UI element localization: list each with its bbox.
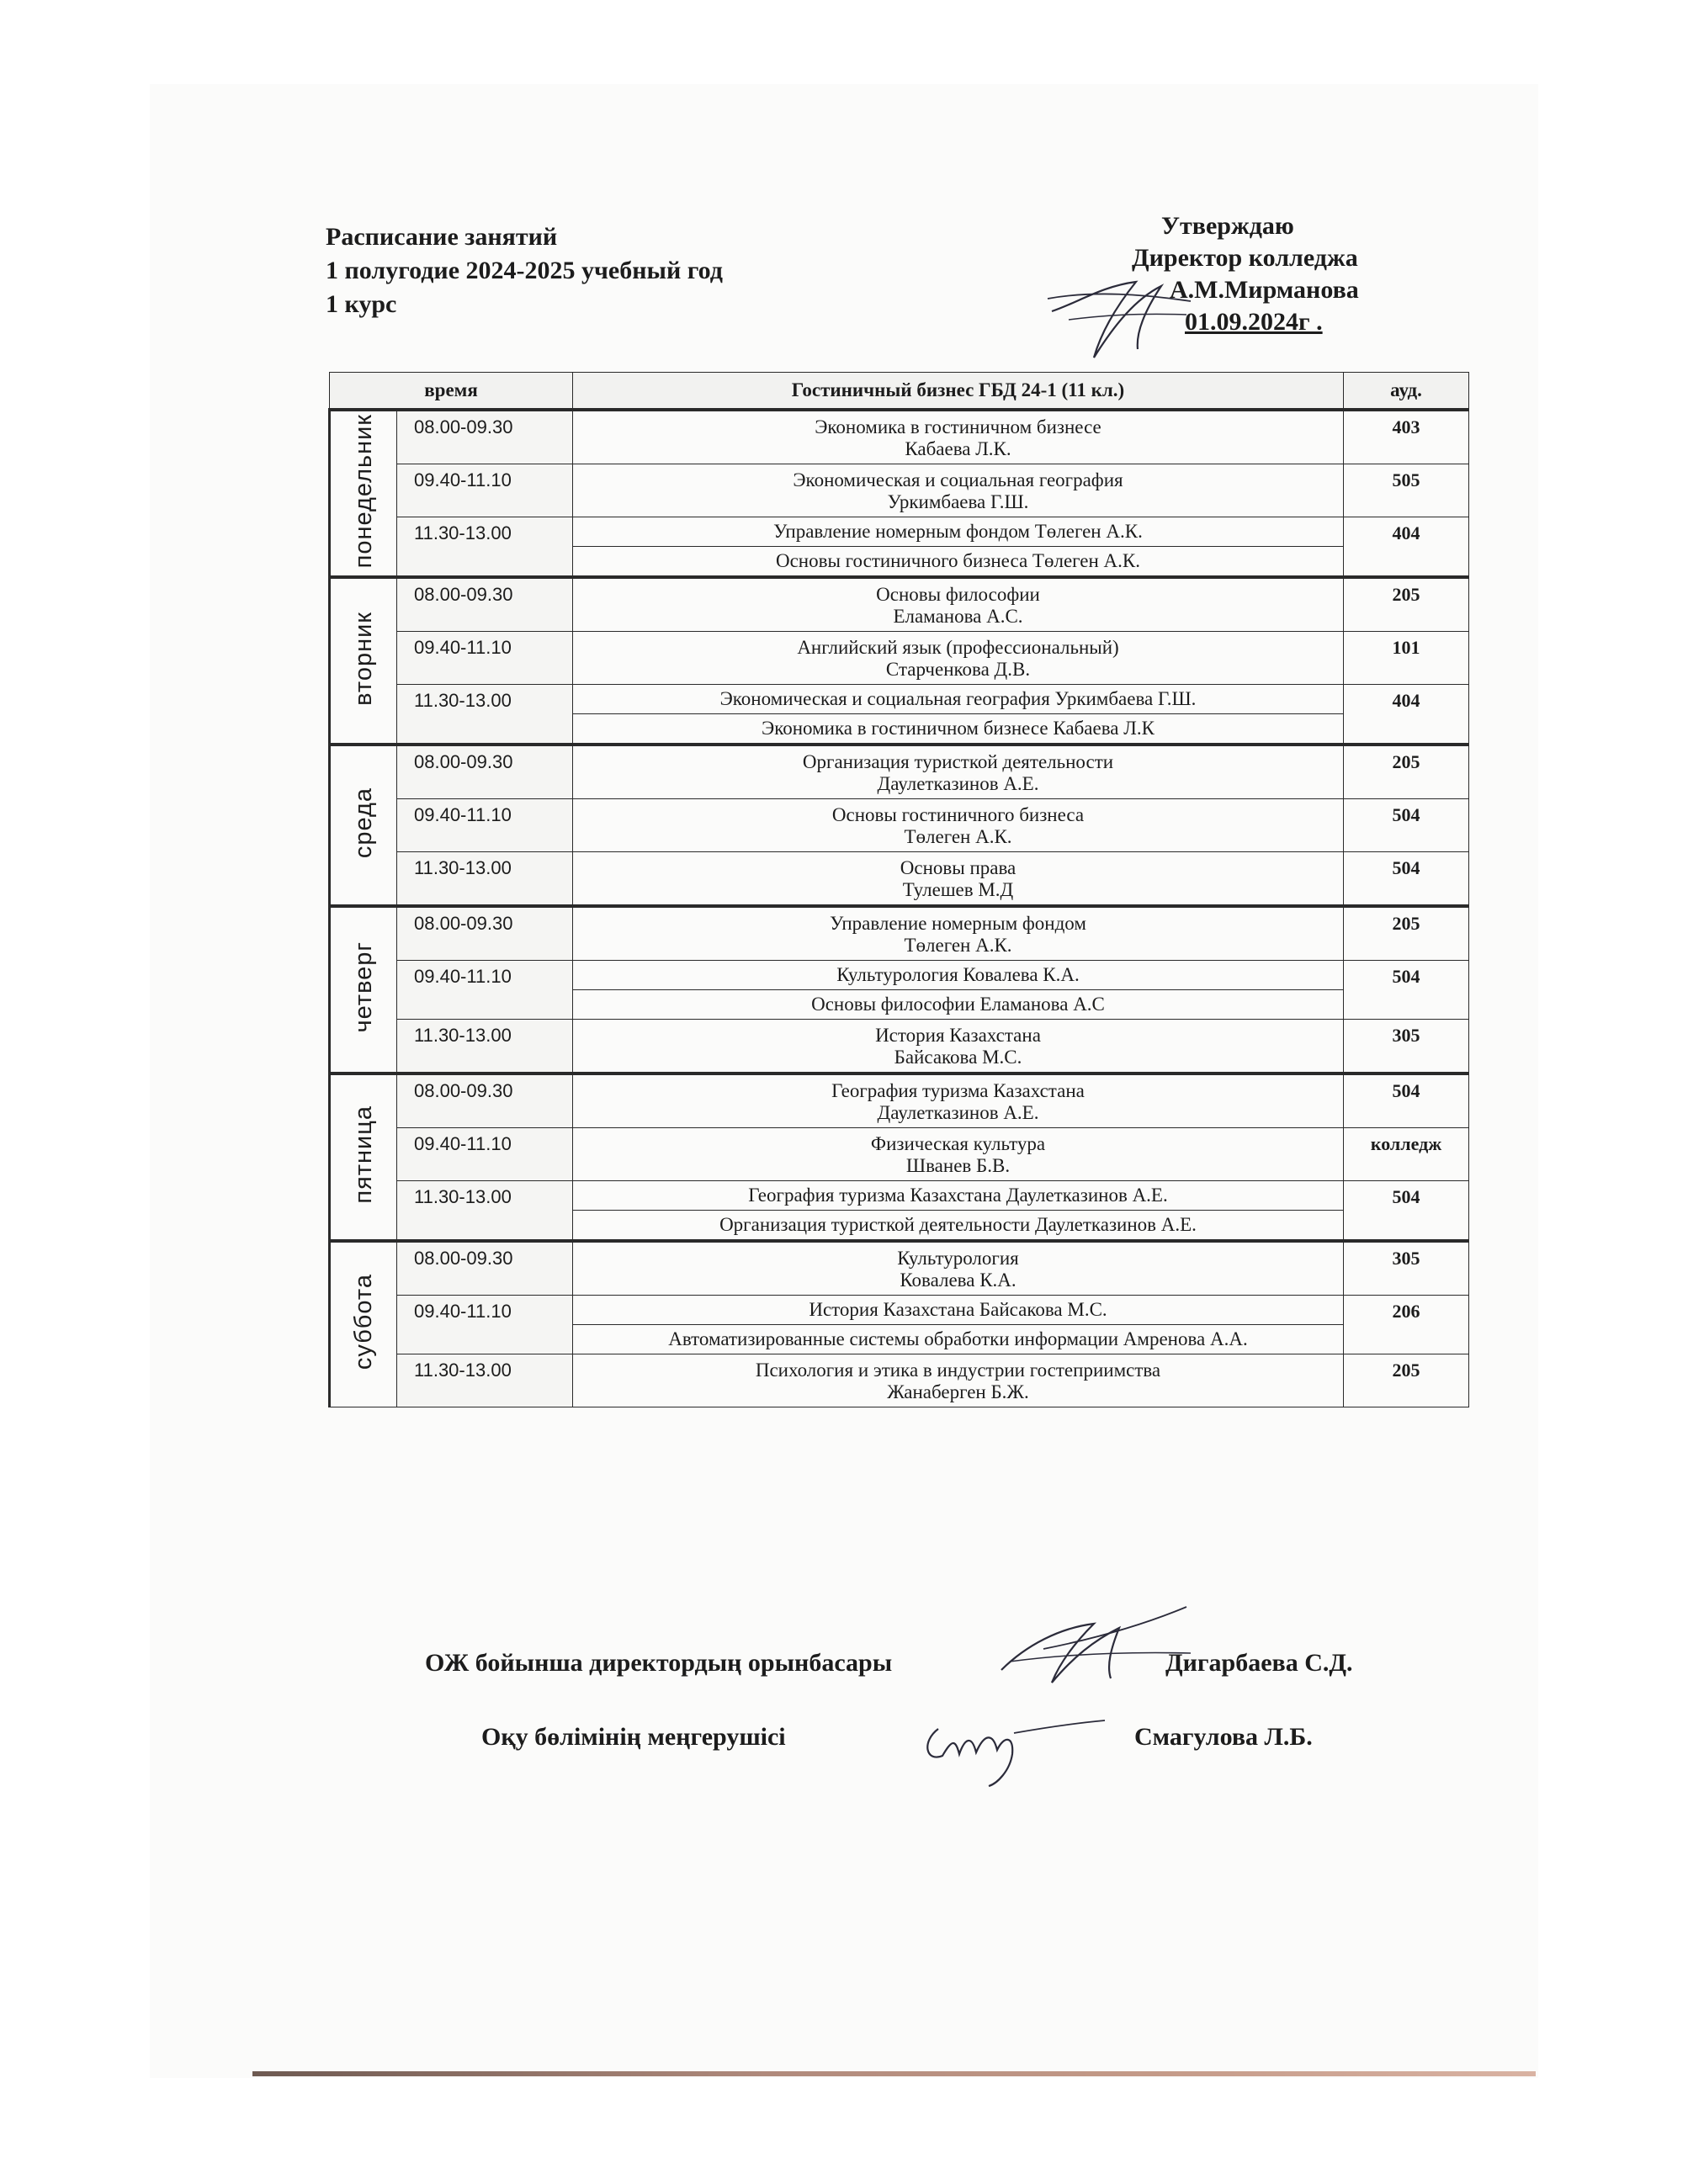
room-cell: 305 (1344, 1020, 1469, 1074)
approval-label: Утверждаю (1161, 212, 1294, 240)
table-row (330, 685, 1469, 714)
time-cell: 11.30-13.00 (397, 1181, 573, 1242)
column-header-time: время (330, 373, 573, 411)
teacher-name: Старченкова Д.В. (885, 659, 1031, 680)
day-cell (330, 1241, 397, 1407)
director-signature-icon (1043, 252, 1195, 362)
subject-name: Психология и этика в индустрии гостеприимства (755, 1360, 1161, 1381)
subject-name: Основы философии (876, 584, 1040, 605)
department-head-signature-icon (913, 1695, 1107, 1788)
column-header-room: ауд. (1344, 373, 1469, 411)
subject-cell: Культурология Ковалева К.А. (573, 961, 1344, 990)
room-cell: 504 (1344, 852, 1469, 907)
table-row (330, 799, 1469, 852)
table-row (330, 410, 1469, 464)
subject-name: Основы гостиничного бизнеса (831, 804, 1085, 825)
room-cell: 206 (1344, 1296, 1469, 1354)
subject-name: Экономика в гостиничном бизнесе (815, 416, 1101, 437)
room-cell: 404 (1344, 685, 1469, 745)
subject-name: Организация туристкой деятельности (802, 751, 1114, 772)
time-cell: 09.40-11.10 (397, 1296, 573, 1354)
deputy-director-title: ОЖ бойынша директордың орынбасары (425, 1649, 893, 1677)
room-cell: 305 (1344, 1241, 1469, 1296)
table-row (330, 852, 1469, 907)
department-head-title: Оқу бөлімінің меңгерушісі (481, 1723, 786, 1751)
day-label: пятница (349, 1105, 377, 1204)
subject-cell (573, 1073, 1344, 1128)
subject-cell (573, 799, 1344, 852)
teacher-name: Даулетказинов А.Е. (877, 773, 1039, 794)
day-label: четверг (349, 941, 377, 1033)
room-cell: 504 (1344, 1181, 1469, 1242)
subject-cell (573, 852, 1344, 907)
day-cell (330, 745, 397, 906)
room-cell: 504 (1344, 1073, 1469, 1128)
teacher-name: Тулешев М.Д (902, 879, 1014, 900)
deputy-director-name: Дигарбаева С.Д. (1165, 1649, 1353, 1677)
subject-cell: История Казахстана Байсакова М.С. (573, 1296, 1344, 1325)
table-row (330, 1241, 1469, 1296)
time-cell: 09.40-11.10 (397, 632, 573, 685)
approval-name: А.М.Мирманова (1170, 276, 1359, 304)
time-cell: 11.30-13.00 (397, 1020, 573, 1074)
subject-cell (573, 1020, 1344, 1074)
time-cell: 09.40-11.10 (397, 1128, 573, 1181)
approval-date: 01.09.2024г . (1185, 308, 1323, 336)
subject-cell: Автоматизированные системы обработки информации Амренова А.А. (573, 1325, 1344, 1354)
time-cell: 08.00-09.30 (397, 745, 573, 799)
room-cell: 205 (1344, 577, 1469, 632)
teacher-name: Еламанова А.С. (893, 606, 1023, 627)
subject-cell: Экономическая и социальная география Уркимбаева Г.Ш. (573, 685, 1344, 714)
table-row (330, 632, 1469, 685)
subject-cell (573, 577, 1344, 632)
time-cell: 08.00-09.30 (397, 577, 573, 632)
room-cell: 101 (1344, 632, 1469, 685)
table-row (330, 961, 1469, 990)
subject-cell (573, 410, 1344, 464)
table-header-row (330, 373, 1469, 411)
approval-position: Директор колледжа (1132, 244, 1358, 272)
time-cell: 08.00-09.30 (397, 1073, 573, 1128)
document-term: 1 полугодие 2024-2025 учебный год (326, 257, 723, 284)
table-row (330, 1128, 1469, 1181)
column-header-group: Гостиничный бизнес ГБД 24-1 (11 кл.) (573, 373, 1344, 411)
deputy-signature-icon (993, 1603, 1195, 1695)
subject-name: География туризма Казахстана (831, 1080, 1085, 1101)
table-row (330, 464, 1469, 517)
subject-cell (573, 745, 1344, 799)
time-cell: 09.40-11.10 (397, 961, 573, 1020)
subject-cell (573, 906, 1344, 961)
document-title-block (326, 220, 723, 321)
teacher-name: Даулетказинов А.Е. (877, 1102, 1039, 1123)
subject-name: Управление номерным фондом (830, 913, 1086, 934)
time-cell: 08.00-09.30 (397, 410, 573, 464)
day-label: понедельник (349, 413, 377, 569)
time-cell: 08.00-09.30 (397, 906, 573, 961)
paper-bottom-edge (252, 2071, 1536, 2076)
table-row (330, 1354, 1469, 1407)
subject-name: Культурология (897, 1248, 1019, 1269)
teacher-name: Байсакова М.С. (894, 1047, 1022, 1068)
room-cell: 504 (1344, 961, 1469, 1020)
subject-cell (573, 632, 1344, 685)
teacher-name: Жанаберген Б.Ж. (887, 1381, 1029, 1402)
table-row (330, 1296, 1469, 1325)
table-row (330, 745, 1469, 799)
time-cell: 11.30-13.00 (397, 1354, 573, 1407)
schedule-table (328, 372, 1469, 1407)
table-row (330, 906, 1469, 961)
room-cell: 205 (1344, 1354, 1469, 1407)
time-cell: 09.40-11.10 (397, 464, 573, 517)
table-row (330, 1073, 1469, 1128)
day-cell (330, 906, 397, 1073)
time-cell: 11.30-13.00 (397, 852, 573, 907)
subject-cell (573, 1241, 1344, 1296)
document-course: 1 курс (326, 290, 397, 318)
subject-cell: Экономика в гостиничном бизнесе Кабаева Л.К (573, 714, 1344, 745)
subject-cell: Основы философии Еламанова А.С (573, 990, 1344, 1020)
subject-cell: Организация туристкой деятельности Даулетказинов А.Е. (573, 1211, 1344, 1242)
subject-name: История Казахстана (875, 1025, 1041, 1046)
teacher-name: Шванев Б.В. (905, 1155, 1011, 1176)
time-cell: 08.00-09.30 (397, 1241, 573, 1296)
teacher-name: Уркимбаева Г.Ш. (887, 491, 1029, 512)
subject-cell (573, 464, 1344, 517)
room-cell: колледж (1344, 1128, 1469, 1181)
room-cell: 403 (1344, 410, 1469, 464)
time-cell: 09.40-11.10 (397, 799, 573, 852)
table-row (330, 577, 1469, 632)
document-title: Расписание занятий (326, 223, 558, 251)
subject-name: Физическая культура (870, 1133, 1046, 1154)
teacher-name: Кабаева Л.К. (905, 438, 1011, 459)
day-label: суббота (349, 1274, 377, 1370)
teacher-name: Төлеген А.К. (904, 935, 1012, 956)
table-row (330, 1020, 1469, 1074)
subject-name: Английский язык (профессиональный) (797, 637, 1119, 658)
subject-cell: Основы гостиничного бизнеса Төлеген А.К. (573, 547, 1344, 578)
teacher-name: Ковалева К.А. (900, 1270, 1017, 1291)
day-label: вторник (349, 611, 377, 706)
room-cell: 205 (1344, 745, 1469, 799)
room-cell: 504 (1344, 799, 1469, 852)
subject-name: Основы права (900, 857, 1017, 878)
teacher-name: Төлеген А.К. (904, 826, 1012, 847)
subject-cell (573, 1354, 1344, 1407)
day-cell (330, 410, 397, 577)
subject-cell (573, 1128, 1344, 1181)
time-cell: 11.30-13.00 (397, 685, 573, 745)
room-cell: 205 (1344, 906, 1469, 961)
table-row (330, 517, 1469, 547)
subject-name: Экономическая и социальная география (793, 469, 1123, 490)
day-cell (330, 1073, 397, 1241)
day-label: среда (349, 787, 377, 859)
time-cell: 11.30-13.00 (397, 517, 573, 578)
room-cell: 404 (1344, 517, 1469, 578)
room-cell: 505 (1344, 464, 1469, 517)
day-cell (330, 577, 397, 745)
subject-cell: География туризма Казахстана Даулетказинов А.Е. (573, 1181, 1344, 1211)
subject-cell: Управление номерным фондом Төлеген А.К. (573, 517, 1344, 547)
department-head-name: Смагулова Л.Б. (1134, 1723, 1313, 1751)
table-row (330, 1181, 1469, 1211)
